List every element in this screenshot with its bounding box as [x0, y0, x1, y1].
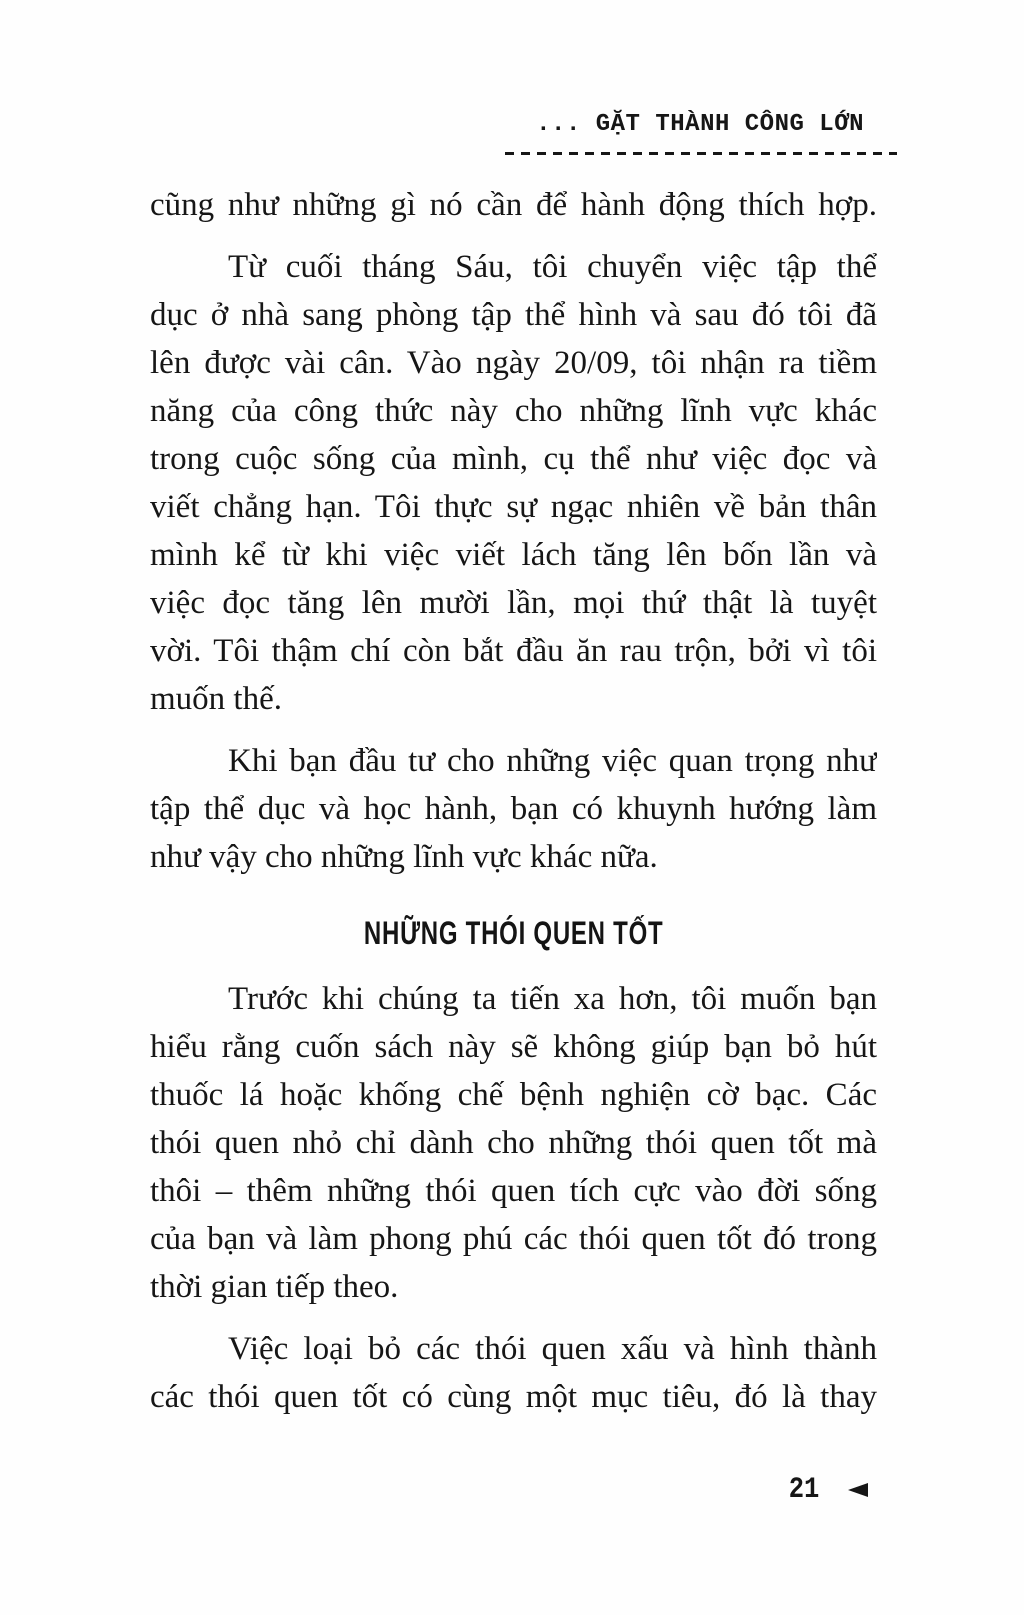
paragraph	[150, 1325, 877, 1421]
text-line: như vậy cho những lĩnh vực khác nữa.	[150, 839, 658, 875]
section-heading-text: NHỮNG THÓI QUEN TỐT	[363, 915, 664, 951]
text-line: trong cuộc sống của mình, cụ thể như việc đọc và	[150, 441, 877, 477]
page-number: 21	[788, 1473, 820, 1507]
paragraph	[150, 975, 877, 1311]
paragraph	[150, 243, 877, 723]
text-line: việc đọc tăng lên mười lần, mọi thứ thật là tuyệt	[150, 585, 877, 621]
page-body	[150, 181, 877, 1421]
section-heading	[150, 913, 877, 953]
running-header-title: ... GẶT THÀNH CÔNG LỚN	[536, 111, 864, 138]
text-line: cũng như những gì nó cần để hành động thích hợp.	[150, 187, 877, 223]
text-line: Trước khi chúng ta tiến xa hơn, tôi muốn bạn	[228, 981, 877, 1017]
text-line: thuốc lá hoặc khống chế bệnh nghiện cờ bạc. Các	[150, 1077, 877, 1113]
page-footer	[786, 1470, 868, 1510]
paragraph	[150, 181, 877, 229]
text-line: Từ cuối tháng Sáu, tôi chuyển việc tập thể	[228, 249, 877, 285]
text-line: Khi bạn đầu tư cho những việc quan trọng như	[228, 743, 877, 779]
text-line: muốn thế.	[150, 681, 282, 717]
text-line: thói quen nhỏ chỉ dành cho những thói quen tốt mà	[150, 1125, 877, 1161]
text-line: viết chẳng hạn. Tôi thực sự ngạc nhiên về bản thân	[150, 489, 877, 525]
text-line: của bạn và làm phong phú các thói quen tốt đó trong	[150, 1221, 877, 1257]
text-line: thời gian tiếp theo.	[150, 1269, 399, 1305]
paragraph	[150, 737, 877, 881]
text-line: hiểu rằng cuốn sách này sẽ không giúp bạn bỏ hút	[150, 1029, 877, 1065]
text-line: dục ở nhà sang phòng tập thể hình và sau đó tôi đã	[150, 297, 877, 333]
text-line: Việc loại bỏ các thói quen xấu và hình thành	[228, 1331, 877, 1367]
text-line: tập thể dục và học hành, bạn có khuynh hướng làm	[150, 791, 877, 827]
text-line: năng của công thức này cho những lĩnh vực khác	[150, 393, 877, 429]
left-triangle-icon	[848, 1483, 868, 1497]
text-line: lên được vài cân. Vào ngày 20/09, tôi nhận ra tiềm	[150, 345, 877, 381]
text-line: mình kể từ khi việc viết lách tăng lên bốn lần và	[150, 537, 877, 573]
text-line: thôi – thêm những thói quen tích cực vào đời sống	[150, 1173, 877, 1209]
text-line: vời. Tôi thậm chí còn bắt đầu ăn rau trộn, bởi vì tôi	[150, 633, 877, 669]
dashed-divider	[505, 152, 897, 155]
text-line: các thói quen tốt có cùng một mục tiêu, đó là thay	[150, 1379, 877, 1415]
